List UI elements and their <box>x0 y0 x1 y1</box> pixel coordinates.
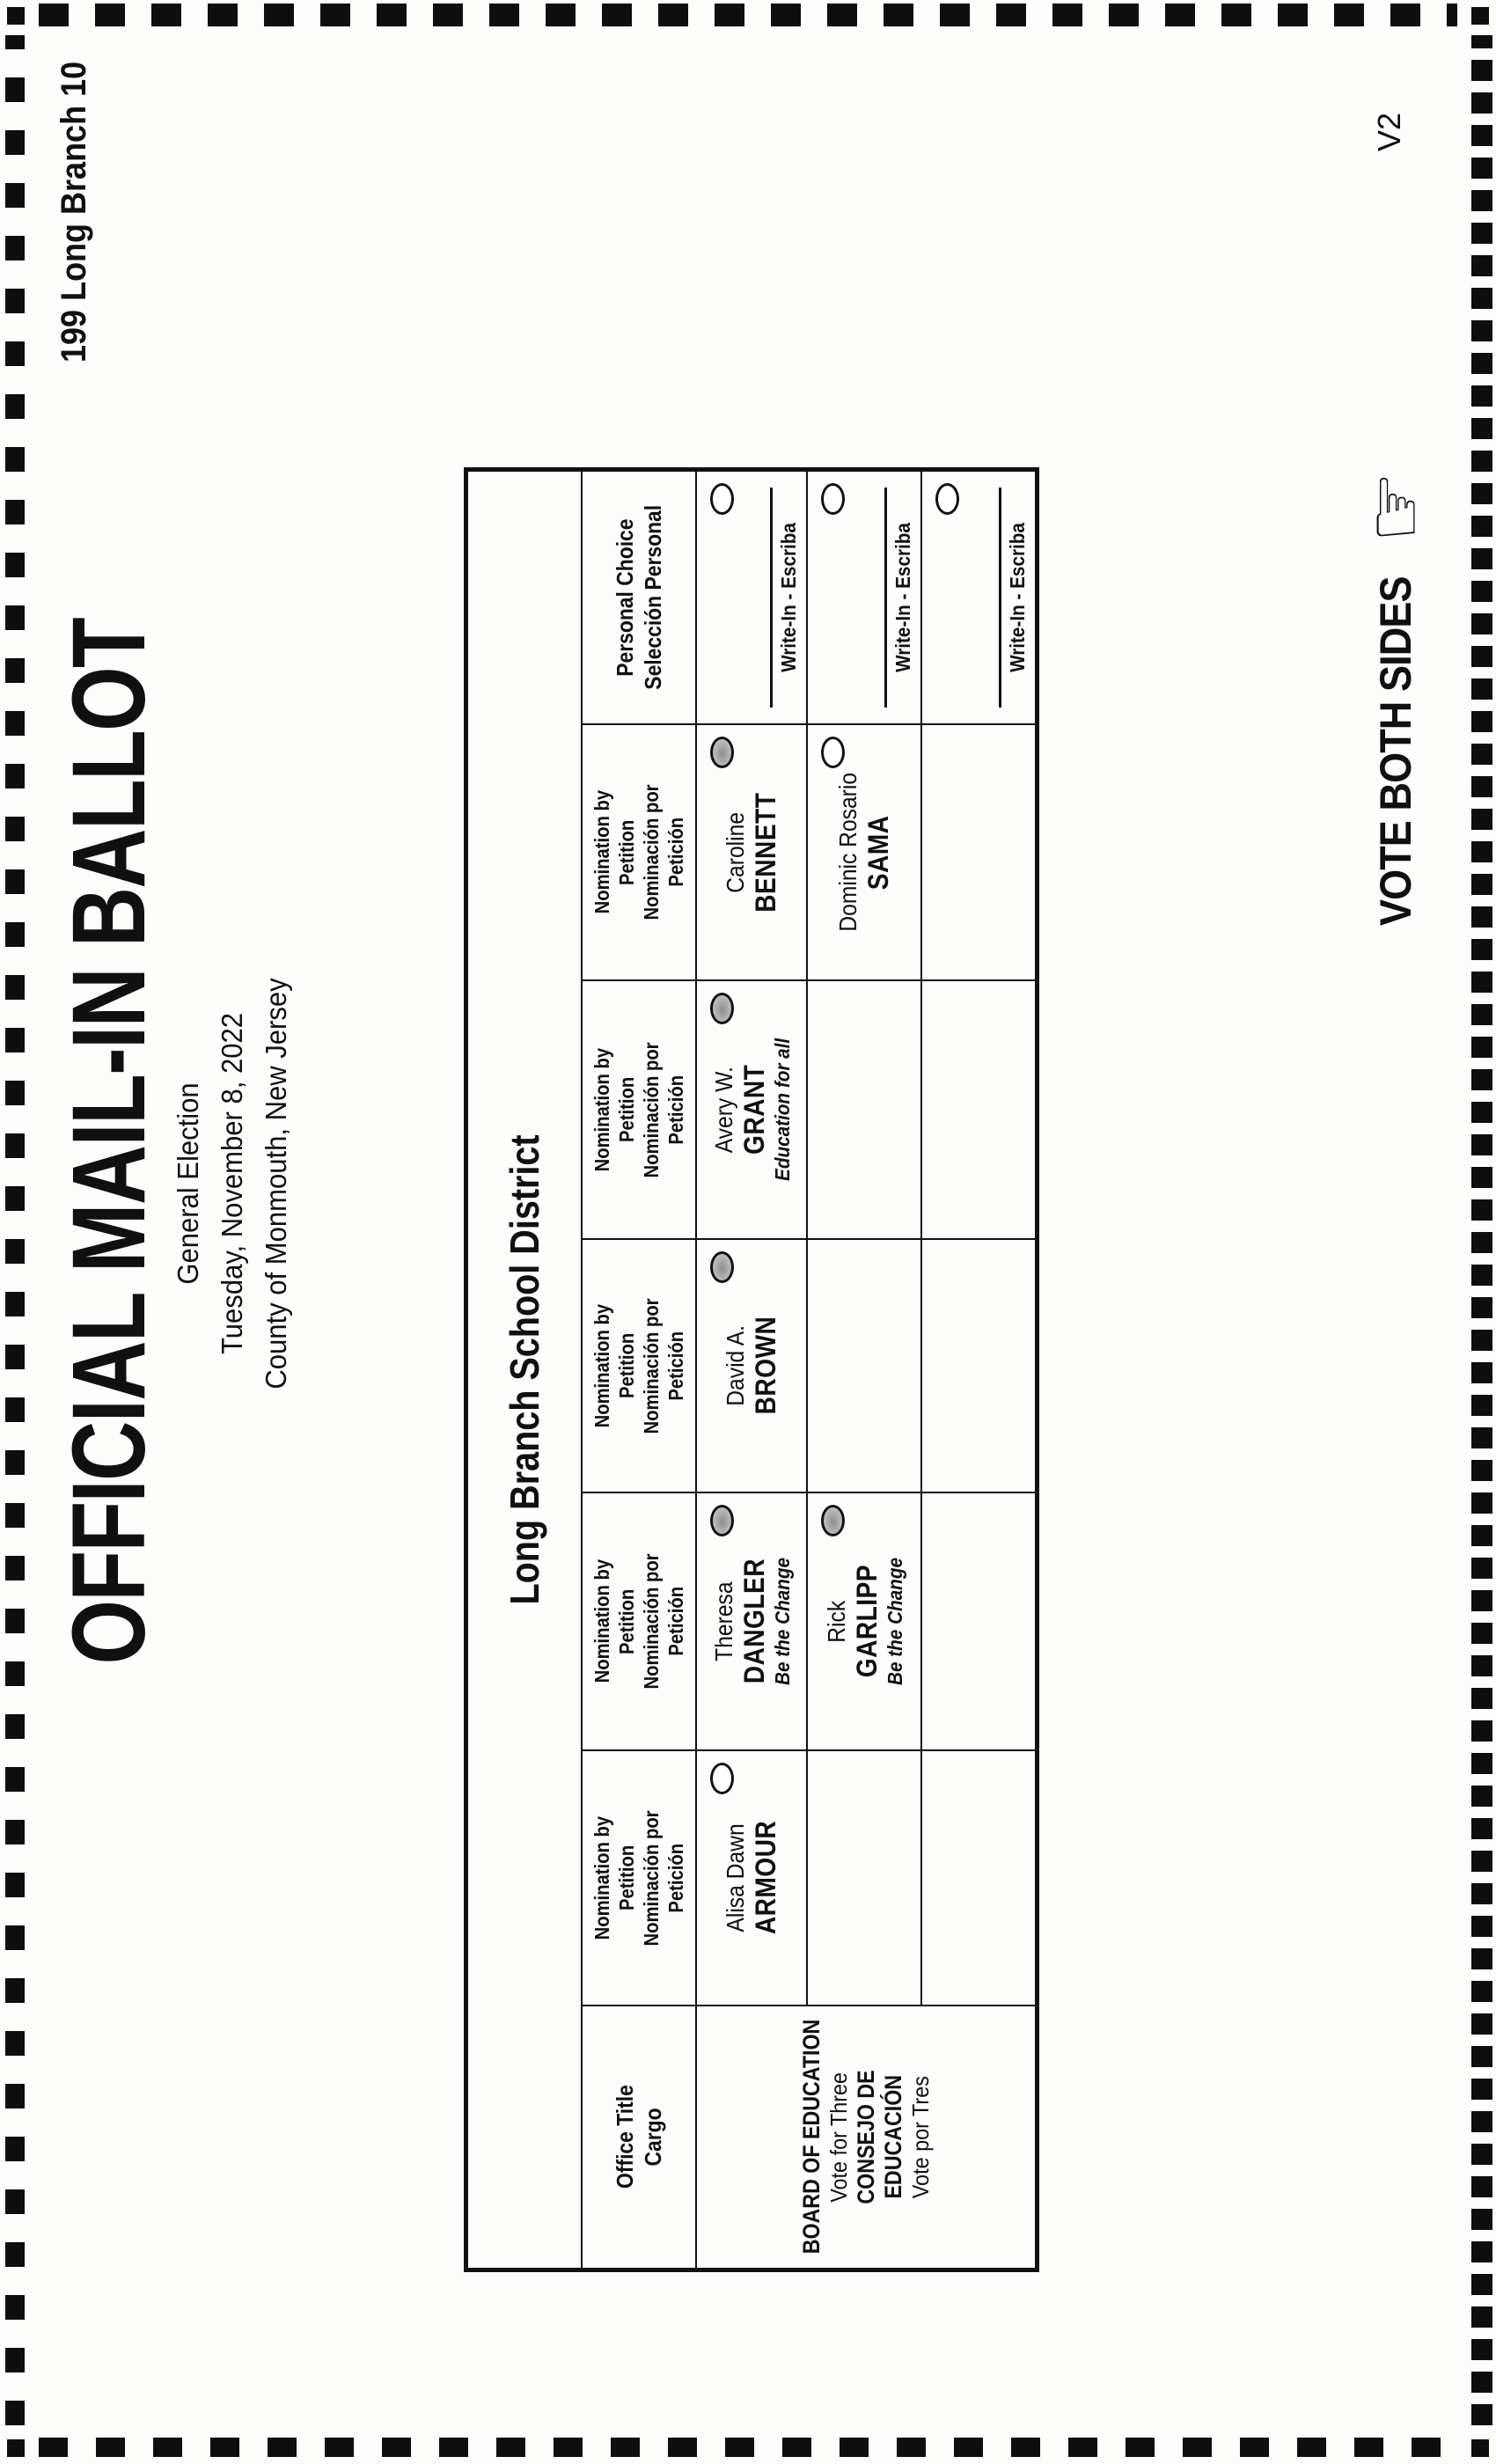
candidate-cell-grant <box>696 980 807 1239</box>
petition-header-line: Nomination by <box>590 1047 613 1172</box>
vote-oval-write-in-2[interactable] <box>821 483 845 515</box>
vote-oval-bennett[interactable] <box>710 737 734 768</box>
petition-header-line: Nominación por <box>640 784 663 920</box>
vote-oval-garlipp[interactable] <box>821 1505 845 1536</box>
candidate-slogan: Be the Change <box>883 1558 906 1685</box>
candidate-first-name: David A. <box>722 1325 749 1406</box>
empty-cell <box>921 724 1036 980</box>
petition-header-col5 <box>582 724 696 980</box>
vote-oval-sama[interactable] <box>821 737 845 768</box>
petition-header-col2 <box>582 1492 696 1750</box>
vote-both-sides <box>1348 470 1442 926</box>
candidate-cell-brown <box>696 1239 807 1492</box>
candidate-cell-bennett <box>696 724 807 980</box>
candidate-first-name: Theresa <box>709 1581 737 1661</box>
office-line: BOARD OF EDUCATION <box>797 2020 825 2255</box>
candidate-last-name: DANGLER <box>737 1558 770 1684</box>
write-in-label: Write-In - Escriba <box>1006 523 1029 672</box>
empty-cell <box>807 1239 921 1492</box>
petition-header-line: Petición <box>664 1331 687 1401</box>
candidate-cell-dangler <box>696 1492 807 1750</box>
candidate-cell-sama <box>807 724 921 980</box>
office-line: Vote for Three <box>825 2072 852 2203</box>
timing-marks-top <box>5 35 25 2425</box>
office-title-header-line: Office Title <box>612 2085 638 2189</box>
timing-marks-right <box>39 4 1457 26</box>
timing-mark-corner <box>1471 7 1489 25</box>
ballot-version-label: V2 <box>1371 112 1407 151</box>
contest-table <box>464 467 1039 2272</box>
write-in-line[interactable] <box>770 488 773 708</box>
petition-header-line: Petición <box>664 1074 687 1145</box>
petition-header-line: Petition <box>615 819 638 885</box>
office-line: EDUCACIÓN <box>879 2075 906 2199</box>
petition-header-col4 <box>582 980 696 1239</box>
write-in-cell-row2 <box>807 471 921 724</box>
vote-oval-armour[interactable] <box>710 1763 734 1794</box>
office-line: Vote por Tres <box>906 2075 934 2199</box>
election-name: General Election <box>172 1082 205 1285</box>
candidate-first-name: Avery W. <box>709 1066 737 1154</box>
vote-oval-write-in-3[interactable] <box>935 483 959 515</box>
vote-oval-write-in-1[interactable] <box>710 483 734 515</box>
vote-both-sides-label: VOTE BOTH SIDES <box>1371 576 1420 926</box>
petition-header-line: Nomination by <box>590 1303 613 1428</box>
vote-oval-grant[interactable] <box>710 993 734 1024</box>
petition-header-line: Petición <box>664 818 687 887</box>
election-date: Tuesday, November 8, 2022 <box>216 1013 249 1354</box>
vote-oval-dangler[interactable] <box>710 1505 734 1536</box>
personal-choice-header-line: Personal Choice <box>612 518 638 677</box>
personal-choice-header-line: Selección Personal <box>640 505 666 690</box>
district-header: Long Branch School District <box>502 1134 547 1605</box>
office-title-header <box>582 2006 696 2269</box>
timing-mark-corner <box>7 7 25 25</box>
district-header-cell <box>467 471 582 2269</box>
petition-header-line: Petition <box>615 1588 638 1654</box>
empty-cell <box>921 1239 1036 1492</box>
empty-cell <box>807 1750 921 2006</box>
petition-header-line: Nominación por <box>640 1809 663 1947</box>
office-title-header-line: Cargo <box>640 2108 666 2167</box>
petition-header-line: Nominación por <box>640 1041 663 1178</box>
election-county: County of Monmouth, New Jersey <box>260 978 293 1390</box>
candidate-cell-garlipp <box>807 1492 921 1750</box>
empty-cell <box>921 1492 1036 1750</box>
timing-marks-bottom <box>1471 35 1492 2425</box>
timing-marks-left <box>39 2438 1457 2457</box>
right-pointing-hand-icon: ☞ <box>1348 470 1442 544</box>
petition-header-line: Petition <box>615 1076 638 1143</box>
candidate-cell-armour <box>696 1750 807 2006</box>
office-cell-board-of-education <box>696 2006 1036 2269</box>
write-in-line[interactable] <box>999 488 1001 708</box>
candidate-last-name: GARLIPP <box>850 1565 883 1678</box>
write-in-label: Write-In - Escriba <box>777 523 800 672</box>
write-in-cell-row3 <box>921 471 1036 724</box>
candidate-last-name: BENNETT <box>750 792 781 913</box>
candidate-last-name: SAMA <box>862 815 894 890</box>
candidate-first-name: Alisa Dawn <box>722 1823 749 1932</box>
petition-header-line: Petition <box>615 1844 638 1911</box>
ballot-title: OFFICIAL MAIL-IN BALLOT <box>51 618 167 1665</box>
candidate-last-name: BROWN <box>750 1316 781 1415</box>
masthead <box>51 572 294 1795</box>
candidate-first-name: Caroline <box>722 811 749 893</box>
candidate-first-name: Rick <box>822 1600 850 1643</box>
petition-header-line: Petición <box>664 1587 687 1656</box>
write-in-label: Write-In - Escriba <box>891 523 914 672</box>
candidate-first-name: Dominic Rosario <box>834 773 862 932</box>
write-in-cell-row1 <box>696 471 807 724</box>
precinct-label: 199 Long Branch 10 <box>55 62 93 363</box>
candidate-slogan: Education for all <box>770 1038 794 1182</box>
petition-header-line: Nomination by <box>590 1559 613 1683</box>
petition-header-line: Petición <box>664 1843 687 1913</box>
petition-header-line: Nomination by <box>590 1815 613 1940</box>
timing-mark-corner <box>7 2439 25 2457</box>
petition-header-line: Nominación por <box>640 1297 663 1434</box>
empty-cell <box>921 980 1036 1239</box>
personal-choice-header <box>582 471 696 724</box>
petition-header-line: Nominación por <box>640 1553 663 1690</box>
candidate-slogan: Be the Change <box>770 1558 794 1685</box>
vote-oval-brown[interactable] <box>710 1251 734 1283</box>
candidate-last-name: GRANT <box>737 1064 770 1155</box>
candidate-last-name: ARMOUR <box>750 1821 781 1935</box>
write-in-line[interactable] <box>884 488 887 708</box>
petition-header-line: Petition <box>615 1332 638 1399</box>
petition-header-col3 <box>582 1239 696 1492</box>
petition-header-col1 <box>582 1750 696 2006</box>
office-line: CONSEJO DE <box>852 2070 879 2204</box>
empty-cell <box>807 980 921 1239</box>
empty-cell <box>921 1750 1036 2006</box>
petition-header-line: Nomination by <box>590 790 613 914</box>
timing-mark-corner <box>1471 2439 1489 2457</box>
